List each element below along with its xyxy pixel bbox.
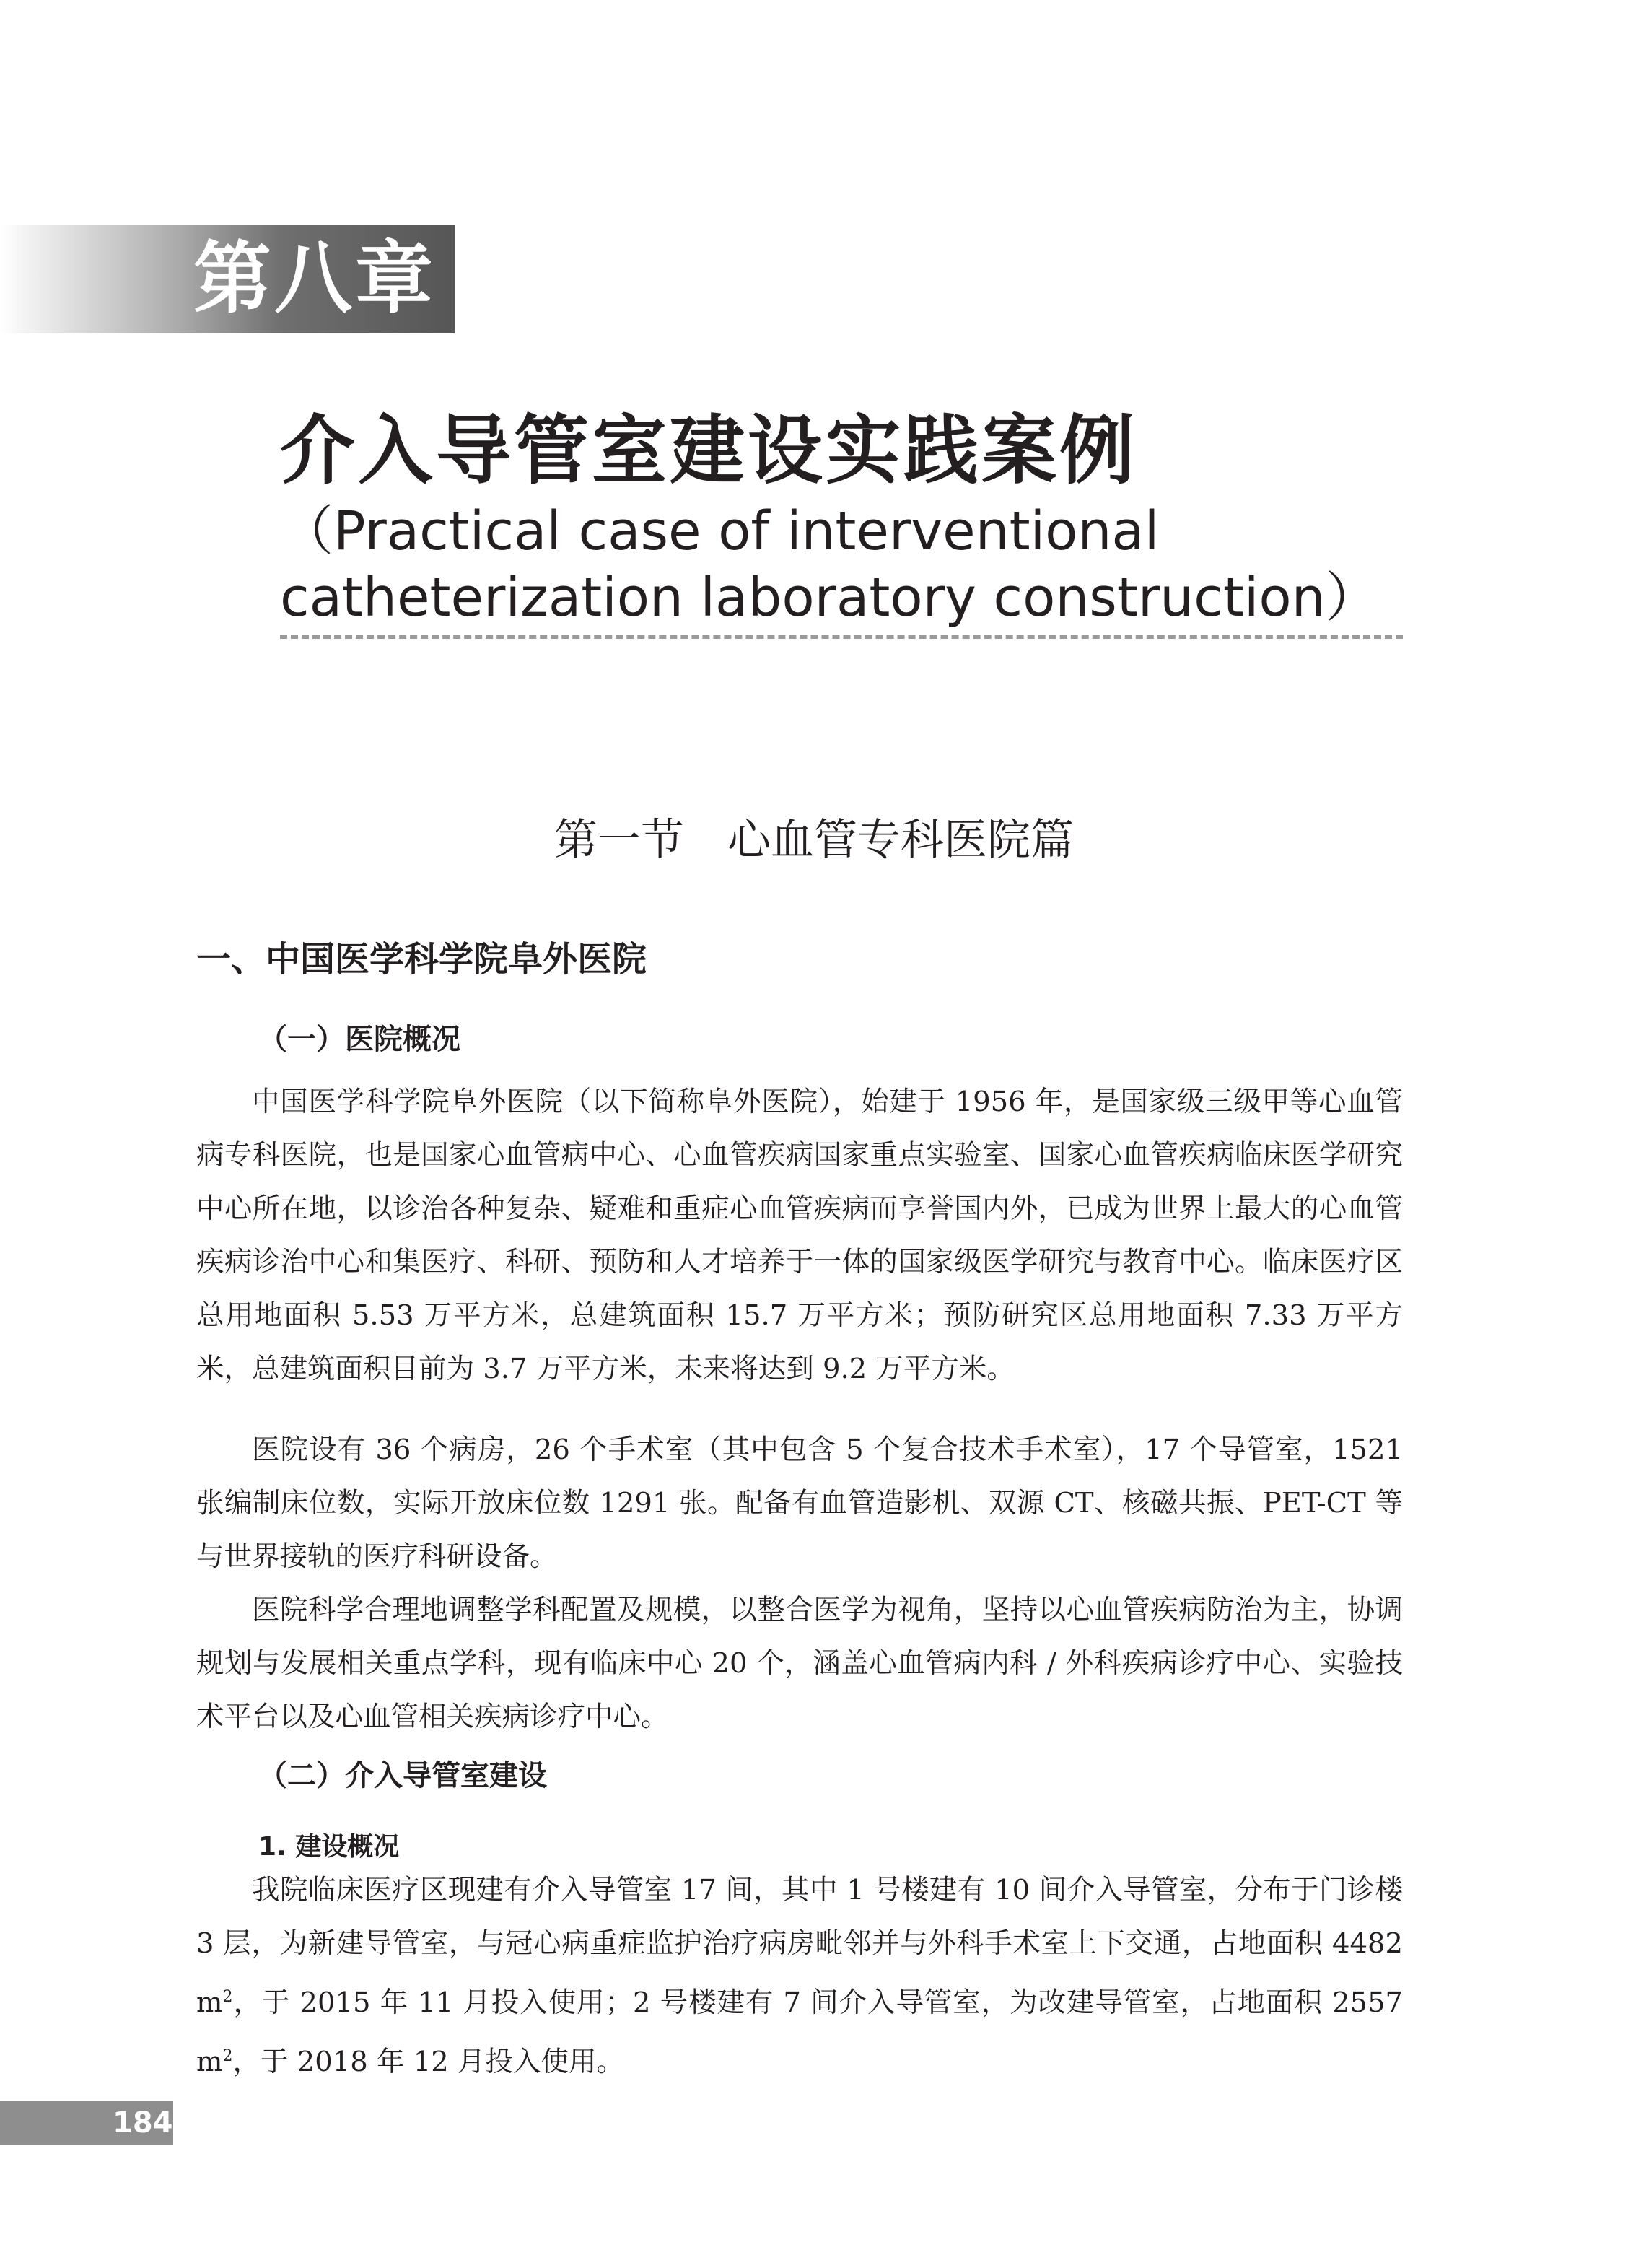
page-number: 184 xyxy=(113,2106,173,2140)
part-heading: 一、中国医学科学院阜外医院 xyxy=(196,939,647,980)
cathlab-text-a: 我院临床医疗区现建有介入导管室 17 间，其中 1 号楼建有 10 间介入导管室，分布于门诊楼 3 层，为新建导管室，与冠心病重症监护治疗病房毗邻并与外科手术室上下交通，占地面积 4482 m xyxy=(196,1874,1403,2019)
paragraph-cathlab-overview xyxy=(196,1864,1403,2089)
item-heading-overview: 1. 建设概况 xyxy=(258,1832,400,1862)
paragraph-hospital-disciplines: 医院科学合理地调整学科配置及规模，以整合医学为视角，坚持以心血管疾病防治为主，协调规划与发展相关重点学科，现有临床中心 20 个，涵盖心血管病内科 / 外科疾病诊疗中心、实验技术平台以及心血管相关疾病诊疗中心。 xyxy=(196,1594,1403,1733)
paragraph-hospital-intro: 中国医学科学院阜外医院（以下简称阜外医院），始建于 1956 年，是国家级三级甲等心血管病专科医院，也是国家心血管病中心、心血管疾病国家重点实验室、国家心血管疾病临床医学研究中心所在地，以诊治各种复杂、疑难和重症心血管疾病而享誉国内外，已成为世界上最大的心血管疾病诊治中心和集医疗、科研、预防和人才培养于一体的国家级医学研究与教育中心。临床医疗区总用地面积 5.53 万平方米，总建筑面积 15.7 万平方米；预防研究区总用地面积 7.33 万平方米，总建筑面积目前为 3.7 万平方米，未来将达到 9.2 万平方米。 xyxy=(196,1086,1403,1385)
section-title: 第一节 心血管专科医院篇 xyxy=(554,815,1074,865)
area-superscript: 2 xyxy=(222,1988,233,2006)
subsection-heading-cathlab: （二）介入导管室建设 xyxy=(258,1759,547,1792)
cathlab-text-b: ，于 2015 年 11 月投入使用；2 号楼建有 7 间介入导管室，为改建导管室，占地面积 2557 m xyxy=(196,1986,1403,2078)
paragraph-hospital-facilities: 医院设有 36 个病房，26 个手术室（其中包含 5 个复合技术手术室），17 个导管室，1521 张编制床位数，实际开放床位数 1291 张。配备有血管造影机、双源 CT、核磁共振、PET-CT 等与世界接轨的医疗科研设备。 xyxy=(196,1434,1403,1573)
title-divider xyxy=(280,635,1403,639)
cathlab-text-c: ，于 2018 年 12 月投入使用。 xyxy=(232,2045,624,2078)
area-superscript: 2 xyxy=(222,2046,233,2065)
subsection-heading-overview: （一）医院概况 xyxy=(258,1023,460,1056)
chapter-subtitle: （Practical case of interventional catheterization laboratory construction） xyxy=(280,500,1379,629)
chapter-label: 第八章 xyxy=(193,234,437,324)
chapter-title: 介入导管室建设实践案例 xyxy=(280,406,1138,494)
